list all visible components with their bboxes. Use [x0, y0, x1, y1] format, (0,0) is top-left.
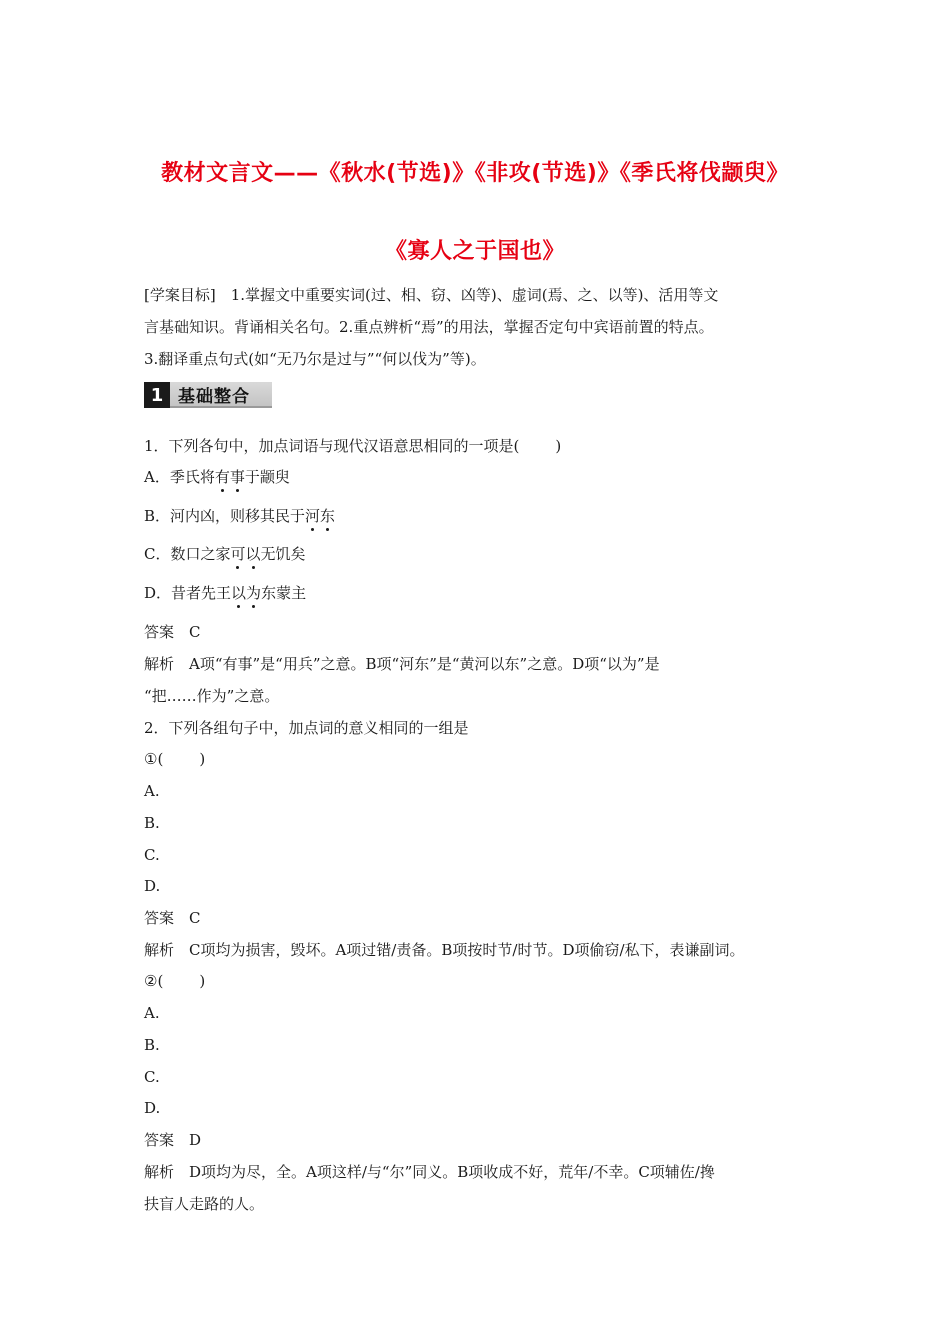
q2-sub2-analysis-line-2: 扶盲人走路的人。 — [144, 1195, 265, 1213]
sub-label-open: ①( — [144, 750, 164, 768]
q2-sub1-label — [144, 749, 205, 769]
q2-sub1-analysis: 解析 C项均为损害，毁坏。A项过错/责备。B项按时节/时节。D项偷窃/私下，表谦副词。 — [144, 941, 745, 959]
option-text: 于颛臾 — [244, 468, 290, 486]
q2-sub1-option-d: D. — [144, 877, 161, 895]
title-line-1: 教材文言文——《秋水(节选)》《非攻(节选)》《季氏将伐颛臾》 — [161, 161, 789, 186]
option-text: B．河内凶，则移其民于 — [144, 507, 306, 525]
section-header — [144, 382, 272, 408]
q1-option-d — [144, 583, 306, 603]
dotted-char: 事 — [229, 468, 245, 486]
q2-sub1-option-c: C. — [144, 846, 160, 864]
option-text: 无饥矣 — [260, 545, 306, 563]
dotted-char: 为 — [246, 584, 262, 602]
q1-option-c — [144, 544, 306, 564]
q2-sub2-analysis-line-1: 解析 D项均为尽，全。A项这样/与“尔”同义。B项收成不好，荒年/不幸。C项辅佐/搀 — [144, 1163, 715, 1181]
option-text: C．数口之家 — [144, 545, 231, 563]
q2-sub2-option-c: C. — [144, 1068, 160, 1086]
q1-stem — [144, 436, 561, 456]
q1-stem-text: 1．下列各句中，加点词语与现代汉语意思相同的一项是( — [144, 437, 520, 455]
section-number: 1 — [144, 382, 170, 408]
q2-sub2-label — [144, 971, 205, 991]
q1-option-b — [144, 506, 335, 526]
q1-stem-close: ) — [555, 437, 562, 455]
q1-analysis-line-2: “把……作为”之意。 — [144, 687, 280, 705]
dotted-char: 可 — [230, 545, 246, 563]
sub-label-open: ②( — [144, 972, 164, 990]
section-label: 基础整合 — [170, 382, 272, 408]
q1-analysis-line-1: 解析 A项“有事”是“用兵”之意。B项“河东”是“黄河以东”之意。D项“以为”是 — [144, 655, 660, 673]
title-line-2: 《寡人之于国也》 — [384, 239, 565, 264]
objectives-line-2: 言基础知识。背诵相关名句。2.重点辨析“焉”的用法，掌握否定句中宾语前置的特点。 — [144, 318, 714, 336]
dotted-char: 以 — [231, 584, 247, 602]
q2-sub2-answer: 答案 D — [144, 1131, 202, 1149]
sub-label-close: ) — [199, 750, 206, 768]
dotted-char: 以 — [245, 545, 261, 563]
dotted-char: 有 — [214, 468, 230, 486]
q2-stem: 2．下列各组句子中，加点词的意义相同的一组是 — [144, 719, 469, 737]
sub-label-close: ) — [199, 972, 206, 990]
q2-sub2-option-a: A. — [144, 1004, 160, 1022]
objectives-line-1: [学案目标] 1.掌握文中重要实词(过、相、窃、凶等)、虚词(焉、之、以等)、活用等文 — [144, 286, 719, 304]
option-text: A．季氏将 — [144, 468, 215, 486]
q2-sub1-answer: 答案 C — [144, 909, 201, 927]
q2-sub2-option-b: B. — [144, 1036, 160, 1054]
q1-option-a — [144, 467, 290, 487]
dotted-char: 河 — [305, 507, 321, 525]
q1-answer: 答案 C — [144, 623, 201, 641]
q2-sub2-option-d: D. — [144, 1099, 161, 1117]
option-text: D．昔者先王 — [144, 584, 232, 602]
q2-sub1-option-b: B. — [144, 814, 160, 832]
objectives-line-3: 3.翻译重点句式(如“无乃尔是过与”“何以伐为”等)。 — [144, 350, 486, 368]
option-text: 东蒙主 — [261, 584, 307, 602]
dotted-char: 东 — [320, 507, 336, 525]
q2-sub1-option-a: A. — [144, 782, 160, 800]
